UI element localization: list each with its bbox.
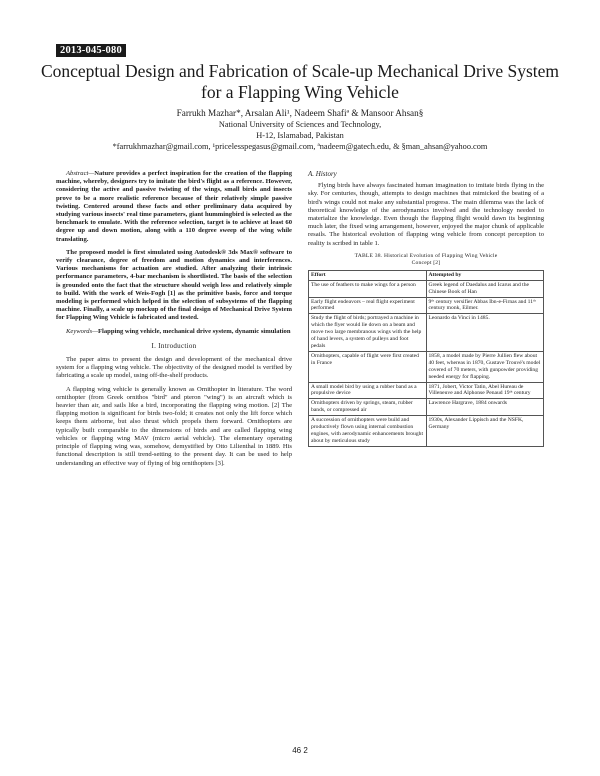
left-column	[56, 170, 292, 473]
table-cell-effort: Study the flight of birds; portrayed a machine in which the flyer would lie down on a beam and move two large membranous wings with the help of hand levers, a system of pulleys and foot pedals	[309, 314, 427, 352]
table-cell-effort: Early flight endeavors – real flight experiment performed	[309, 297, 427, 314]
author-names: Farrukh Mazhar*, Arsalan Ali¹, Nadeem Shafiª & Mansoor Ahsan§	[176, 108, 424, 118]
abstract-lead: Abstract—	[66, 170, 95, 177]
keywords-label: Keywords—	[66, 327, 98, 335]
author-block	[40, 108, 560, 152]
table-header-attempted-by: Attempted by	[426, 270, 544, 280]
table-caption	[308, 253, 544, 267]
table-cell-effort: A small model bird by using a rubber band as a propulsive device	[309, 382, 427, 399]
table-cell-attempted-by: 1858, a model made by Pierre Jullien flew about 40 feet, whereas in 1870, Gustave Trouvé's model covered of 70 meters, with gunpowder providing needed energy for flapping.	[426, 351, 544, 382]
abstract-paragraph-2: The proposed model is first simulated using Autodesk® 3ds Max® software to verify clearance, degree of freedom and motion dynamics and interferences. Various mechanisms for actuation are studied. After analyzing their intrinsic performance parameters, 4-bar mechanism is shortlisted. The basis of the selection is grounded onto the fact that the structure should weigh less and relatively simple to build. With the work of Weis-Fogh [1] as the primitive basis, force and torque modeling is performed which helped in the selection of subsystems of the flapping machine. Finally, a scale up mockup of the final design of Mechanical Drive System for Flapping Wing Vehicle is fabricated and tested.	[56, 248, 292, 322]
table-row	[309, 314, 544, 352]
right-column	[308, 170, 544, 447]
table-cell-effort: A succession of ornithopters were build and productively flown using internal combustion engines, with aerodynamic enhancements brought about by meticulous study	[309, 416, 427, 447]
author-emails: *farrukhmazhar@gmail.com, ¹pricelesspegasus@gmail.com, ªnadeem@gatech.edu, & §man_ahsan@yahoo.com	[112, 142, 488, 151]
intro-paragraph-1: The paper aims to present the design and development of the mechanical drive system for a flapping wing vehicle. The objectivity of the designed model is verified by fabricating a scale up model, using off-the-shelf products.	[56, 356, 292, 380]
abstract-text-1: Nature provides a perfect inspiration for the creation of the flapping machine, whereby, designers try to imitate the bird's flight as a reference. However, considering the active and passive twisting of the wings, small birds and insects prove to be a more realistic reference because of their relatively simple passive twisting. Centered around these facts and other preliminary data acquired by studying various insects' real time parameters, giant hummingbird is selected as the benchmark to emulate. With the reference selection, target is to achieve at least 60 degree up and down motion, along with a 110 degree sweep of the wing while translating.	[56, 170, 292, 243]
history-table	[308, 270, 544, 447]
table-cell-attempted-by: Greek legend of Daedalus and Icarus and the Chinese Book of Han	[426, 280, 544, 297]
author-location: H-12, Islamabad, Pakistan	[256, 131, 344, 140]
table-row	[309, 399, 544, 416]
table-row	[309, 382, 544, 399]
table-header-effort: Effort	[309, 270, 427, 280]
table-cell-effort: Ornithopters, capable of flight were first created in France	[309, 351, 427, 382]
abstract-paragraph-1	[56, 170, 292, 244]
table-row	[309, 416, 544, 447]
table-caption-line-2: Concept [2]	[411, 259, 441, 266]
paper-title: Conceptual Design and Fabrication of Scale-up Mechanical Drive System for a Flapping Wing Vehicle	[40, 61, 560, 102]
table-cell-effort: Ornithopters driven by springs, steam, rubber bands, or compressed air	[309, 399, 427, 416]
table-row	[309, 297, 544, 314]
history-paragraph: Flying birds have always fascinated human imagination to imitate birds flying in the sky. For centuries, though, attempts to design machines that mimicked the beating of a bird's wings could not make any substantial progress. The main dilemma was the lack of theoretical knowledge of the aerodynamics involved and the technology needed to materialize the knowledge. Even though the flapping flight would dawn its beginning much later, the fixed wing arrangement, however, enjoyed the major chunk of applicable resails. The historical evolution of flapping wing vehicle from concept perception to reality is scribed in table 1.	[308, 182, 544, 247]
keywords-text: Flapping wing vehicle, mechanical drive system, dynamic simulation	[98, 327, 291, 335]
table-row	[309, 351, 544, 382]
table-cell-attempted-by: 1871, Jobert, Victor Tatin, Abel Hureau de Villeneuve and Alphonse Penaud 19ᵗʰ century	[426, 382, 544, 399]
intro-paragraph-2: A flapping wing vehicle is generally known as Ornithopter in literature. The word ornithopter (from Greek ornithos "bird" and pteron "wing") is an aircraft which is heavier than air, and sails like a bird, incorporating the flapping wing motion. [2] The flapping motion is significant for birds two-fold; it creates not only the lift force which keeps them airborne, but also thrust which propels them forward. Ornithopters are typically built comparable to the dimensions of birds and are called flapping wing vehicles or flapping wing MAV (micro aerial vehicle). The elementary operating principle of flapping wing was, somehow, demystified by Otto Lilienthal in 1889. His functional description is still trend-setting to the present day. It can be used to help understanding an effective way of flying of big ornithopters [3].	[56, 385, 292, 467]
table-caption-line-1: TABLE 38. Historical Evolution of Flapping Wing Vehicle	[354, 252, 498, 259]
table-header-row	[309, 270, 544, 280]
table-row	[309, 280, 544, 297]
page-number: 46 2	[292, 746, 308, 755]
author-affiliation: National University of Sciences and Technology,	[218, 120, 382, 129]
keywords	[56, 328, 292, 336]
table-cell-attempted-by: Leonardo da Vinci in 1485.	[426, 314, 544, 352]
table-cell-attempted-by: 1930s, Alexander Lippisch and the NSFK, Germany	[426, 416, 544, 447]
table-cell-attempted-by: 9ᵗʰ century versifier Abbas Ibn-e-Firnas and 11ᵗʰ century monk, Eilmer.	[426, 297, 544, 314]
section-heading-introduction: I. Introduction	[151, 341, 197, 350]
subsection-heading-history: A. History	[308, 170, 337, 178]
paper-id-badge: 2013-045-080	[56, 44, 126, 57]
table-cell-effort: The use of feathers to make wings for a person	[309, 280, 427, 297]
table-cell-attempted-by: Lawrence Hargrave, 1884 onwards	[426, 399, 544, 416]
